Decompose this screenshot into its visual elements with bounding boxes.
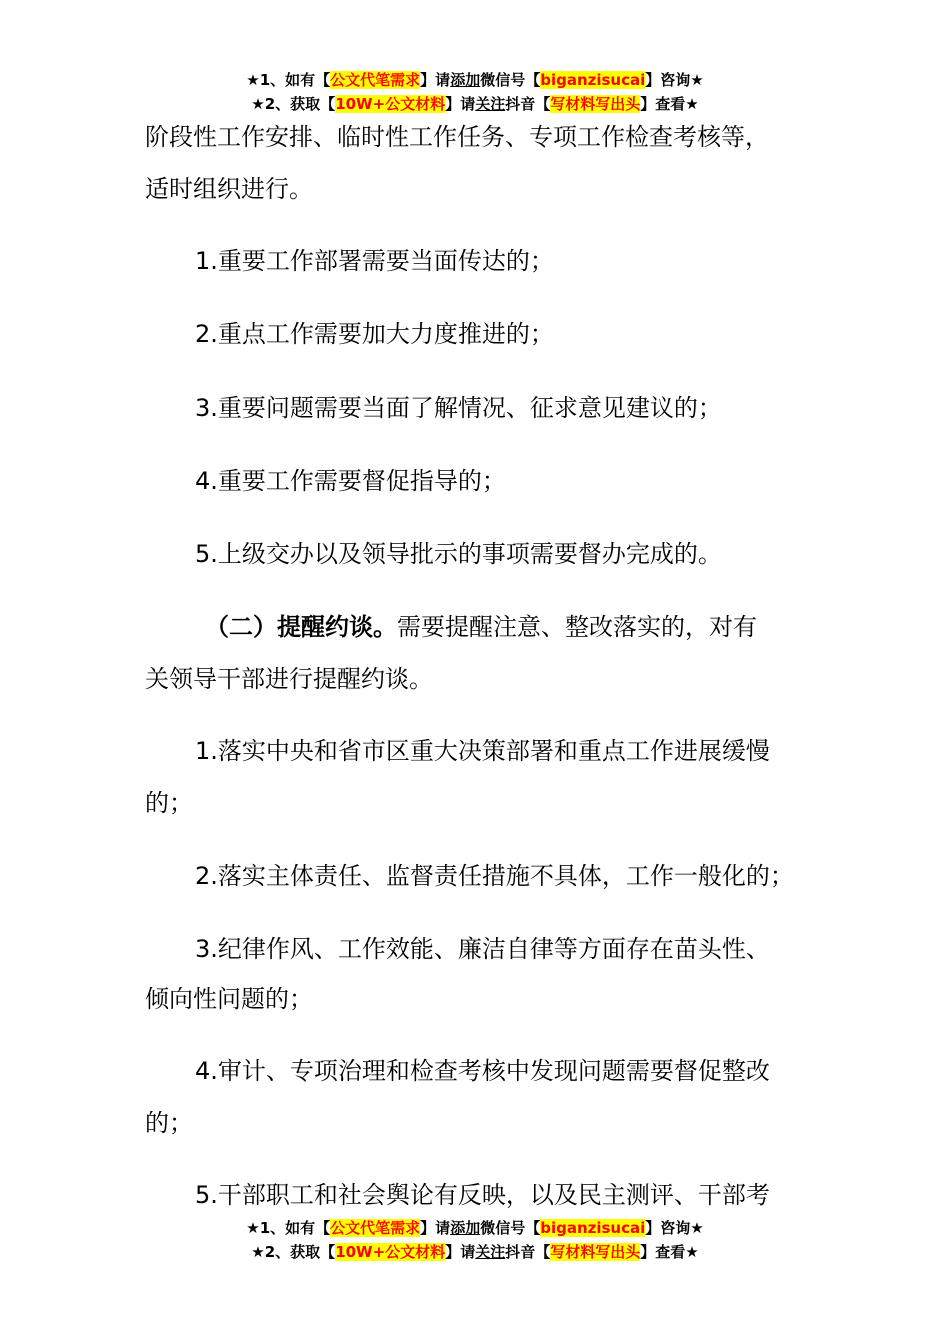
banner-text: ★1、如有【 — [246, 71, 331, 89]
section-2-paragraph — [205, 615, 895, 639]
banner-highlight: 公文代笔需求 — [330, 71, 421, 89]
banner-underlined-text: 关注 — [475, 1243, 506, 1261]
section-2-text: 需要提醒注意、整改落实的，对有 — [397, 613, 757, 641]
banner-text: 】咨询★ — [645, 71, 704, 89]
banner-highlight: biganzisucai — [540, 71, 646, 89]
header-banner — [0, 68, 950, 116]
banner-highlight: 写材料写出头 — [550, 1243, 641, 1261]
banner-underlined-text: 添加 — [450, 71, 481, 89]
banner-text: 】请 — [420, 71, 451, 89]
section-2-text-line-2: 关领导干部进行提醒约谈。 — [145, 665, 433, 693]
banner-text: 】查看★ — [640, 1243, 699, 1261]
banner-line-2 — [0, 92, 950, 116]
list2-item-1-cont: 的； — [145, 789, 193, 817]
list2-item-3: 3.纪律作风、工作效能、廉洁自律等方面存在苗头性、 — [195, 935, 770, 963]
banner-highlight: 10W+公文材料 — [335, 1243, 446, 1261]
banner-underlined-text: 关注 — [475, 95, 506, 113]
list2-item-3-cont: 倾向性问题的； — [145, 985, 313, 1013]
banner-text: ★1、如有【 — [246, 1219, 331, 1237]
list2-item-1: 1.落实中央和省市区重大决策部署和重点工作进展缓慢 — [195, 737, 770, 765]
list2-item-4: 4.审计、专项治理和检查考核中发现问题需要督促整改 — [195, 1057, 770, 1085]
list2-item-4-cont: 的； — [145, 1109, 193, 1137]
banner-text: ★2、获取【 — [251, 95, 336, 113]
list1-item-1: 1.重要工作部署需要当面传达的； — [195, 247, 554, 275]
intro-line-1: 阶段性工作安排、临时性工作任务、专项工作检查考核等， — [145, 123, 769, 151]
banner-line-1 — [0, 1216, 950, 1240]
banner-text: 】请 — [420, 1219, 451, 1237]
list1-item-3: 3.重要问题需要当面了解情况、征求意见建议的； — [195, 394, 722, 422]
banner-line-1 — [0, 68, 950, 92]
banner-highlight: 10W+公文材料 — [335, 95, 446, 113]
banner-text: 】咨询★ — [645, 1219, 704, 1237]
banner-underlined-text: 添加 — [450, 1219, 481, 1237]
list2-item-2: 2.落实主体责任、监督责任措施不具体，工作一般化的； — [195, 862, 794, 890]
banner-text: 抖音【 — [505, 95, 551, 113]
banner-line-2 — [0, 1240, 950, 1264]
list1-item-2: 2.重点工作需要加大力度推进的； — [195, 320, 554, 348]
banner-text: ★2、获取【 — [251, 1243, 336, 1261]
section-2-heading: （二）提醒约谈。 — [205, 613, 397, 641]
banner-text: 】查看★ — [640, 95, 699, 113]
banner-text: 】请 — [445, 95, 476, 113]
list2-item-5: 5.干部职工和社会舆论有反映，以及民主测评、干部考 — [195, 1181, 770, 1209]
intro-line-2: 适时组织进行。 — [145, 175, 313, 203]
list1-item-5: 5.上级交办以及领导批示的事项需要督办完成的。 — [195, 540, 722, 568]
footer-banner — [0, 1216, 950, 1264]
banner-text: 微信号【 — [480, 1219, 541, 1237]
list1-item-4: 4.重要工作需要督促指导的； — [195, 467, 506, 495]
banner-text: 微信号【 — [480, 71, 541, 89]
banner-highlight: 公文代笔需求 — [330, 1219, 421, 1237]
banner-text: 抖音【 — [505, 1243, 551, 1261]
banner-highlight: biganzisucai — [540, 1219, 646, 1237]
banner-text: 】请 — [445, 1243, 476, 1261]
banner-highlight: 写材料写出头 — [550, 95, 641, 113]
